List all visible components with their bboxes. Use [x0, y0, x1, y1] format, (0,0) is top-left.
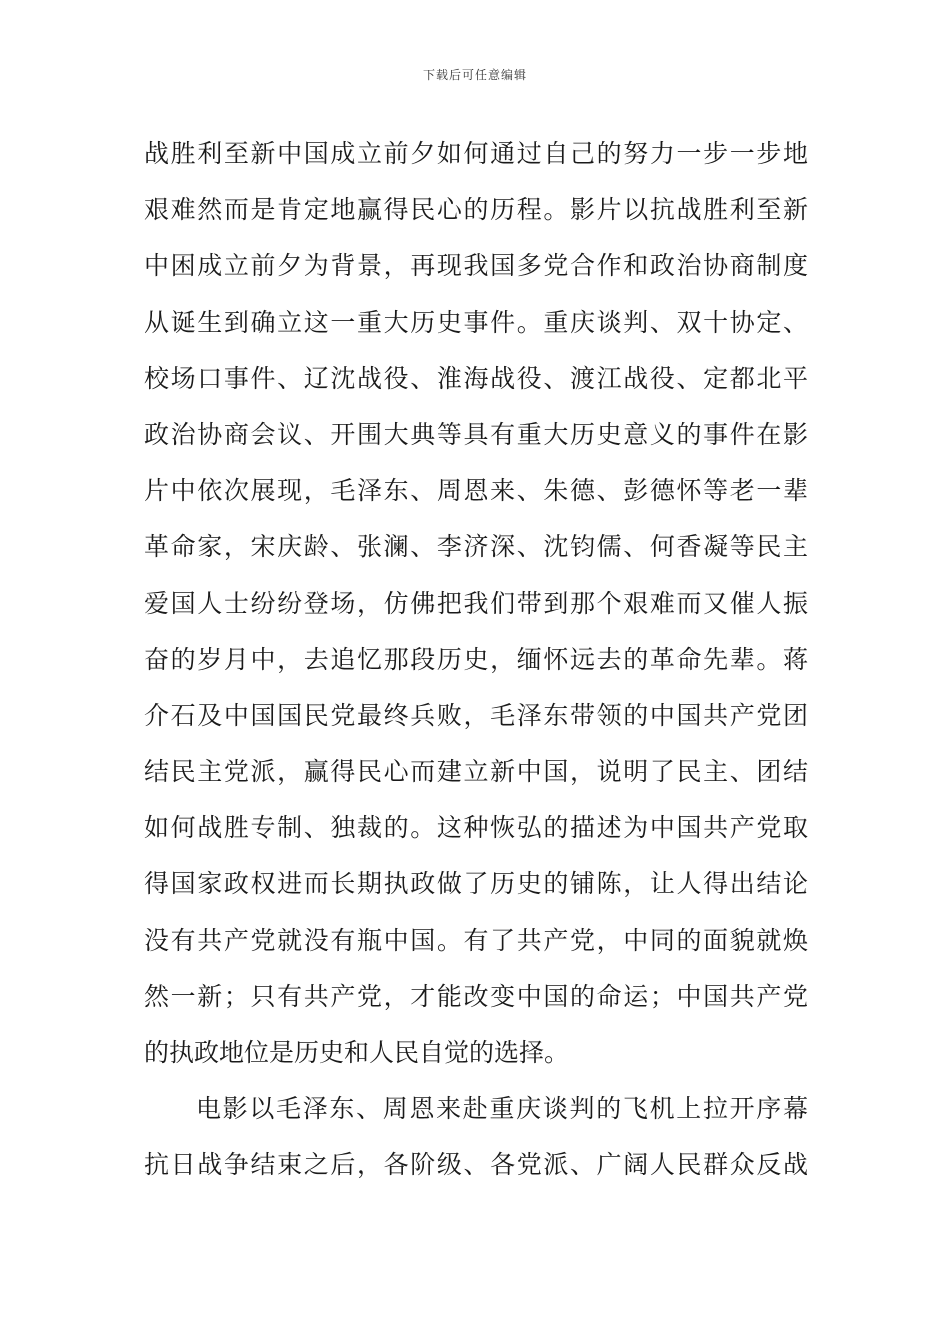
text-line: 爱国人士纷纷登场，仿佛把我们带到那个艰难而又催人振 [144, 588, 808, 618]
paragraph-first-line: 电影以毛泽东、周恩来赴重庆谈判的飞机上拉开序幕 [196, 1094, 808, 1124]
text-line: 抗日战争结束之后，各阶级、各党派、广阔人民群众反战 [144, 1150, 808, 1180]
text-line: 艰难然而是肯定地赢得民心的历程。影片以抗战胜利至新 [144, 195, 808, 225]
text-line: 如何战胜专制、独裁的。这种恢弘的描述为中国共产党取 [144, 813, 808, 843]
text-line: 介石及中国国民党最终兵败，毛泽东带领的中国共产党团 [144, 700, 808, 730]
text-line: 战胜利至新中国成立前夕如何通过自己的努力一步一步地 [144, 139, 808, 168]
document-body [144, 126, 808, 1194]
text-line: 结民主党派，赢得民心而建立新中国，说明了民主、团结 [144, 757, 808, 787]
text-line: 革命家，宋庆龄、张澜、李济深、沈钧儒、何香凝等民主 [144, 532, 808, 562]
text-line: 校场口事件、辽沈战役、淮海战役、渡江战役、定都北平 [144, 363, 808, 393]
page-header: 下载后可任意编辑 [422, 68, 527, 82]
text-line: 中困成立前夕为背景，再现我国多党合作和政治协商制度 [144, 251, 808, 281]
text-line: 从诞生到确立这一重大历史事件。重庆谈判、双十协定、 [144, 307, 808, 337]
text-line: 奋的岁月中，去追忆那段历史，缅怀远去的革命先辈。蒋 [144, 644, 808, 674]
text-line: 得国家政权进而长期执政做了历史的铺陈，让人得出结论 [144, 869, 808, 899]
text-line: 然一新；只有共产党，才能改变中国的命运；中国共产党 [144, 981, 808, 1011]
paragraph-last-line: 的执政地位是历史和人民自觉的选择。 [144, 1038, 570, 1067]
text-line: 没有共产党就没有瓶中国。有了共产党，中同的面貌就焕 [144, 925, 808, 955]
text-line: 政治协商会议、开围大典等具有重大历史意义的事件在影 [144, 419, 808, 449]
text-line: 片中依次展现，毛泽东、周恩来、朱德、彭德怀等老一辈 [144, 476, 808, 506]
